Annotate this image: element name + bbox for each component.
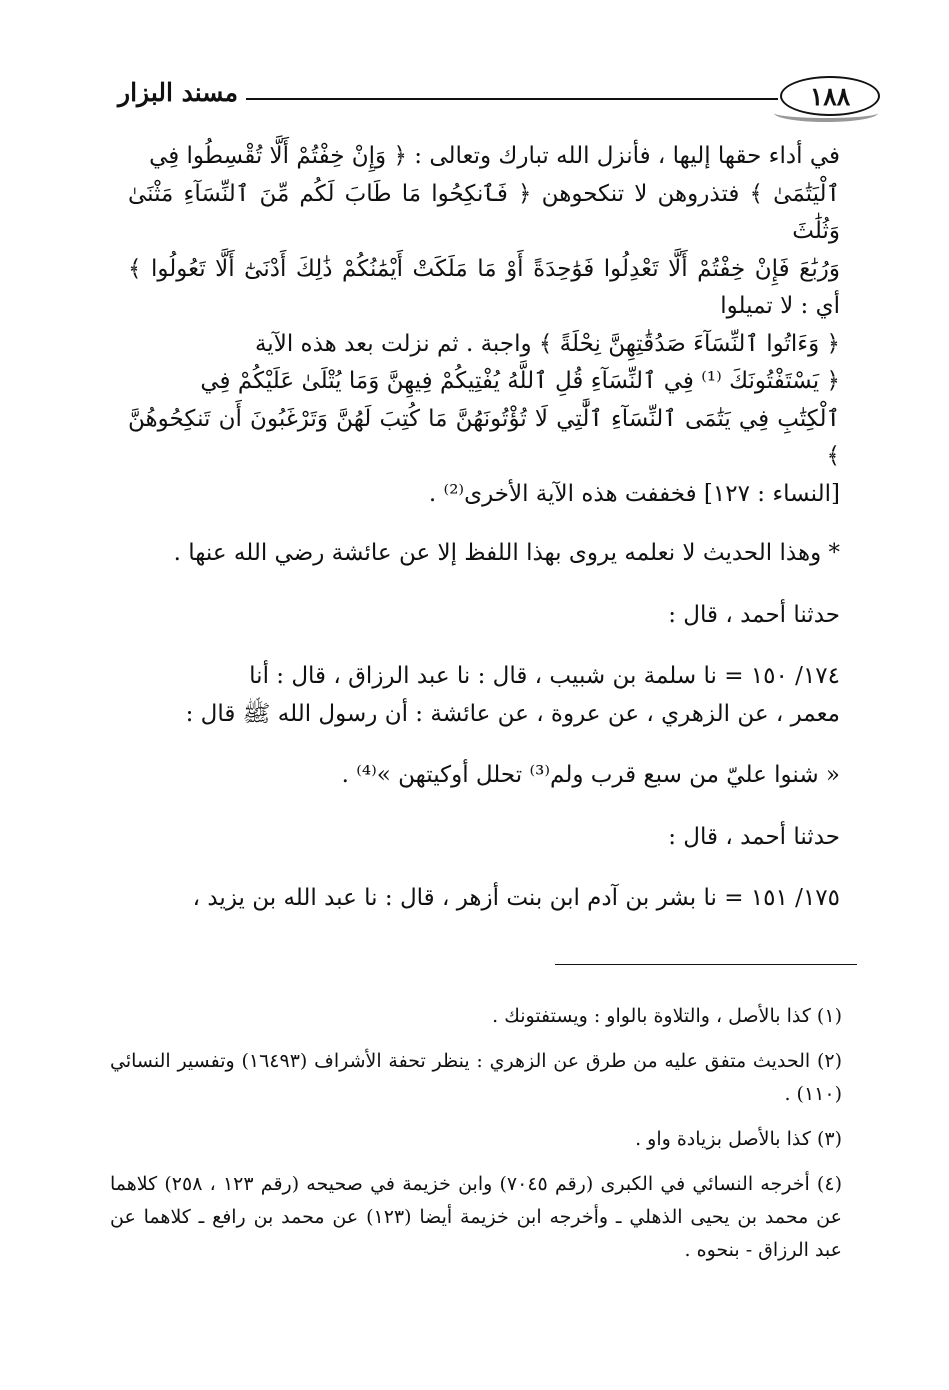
- footnotes: [110, 1000, 842, 1279]
- page-body: [128, 138, 840, 918]
- hadith-174-line: ١٧٤/ ١٥٠ = نا سلمة بن شبيب ، قال : نا عبد الرزاق ، قال : أنا: [249, 663, 840, 689]
- body-line: ٱلْيَتَٰمَىٰ ﴾ فتذروهن لا تنكحوهن ﴿ فَٱنكِحُوا مَا طَابَ لَكُم مِّنَ ٱلنِّسَآءِ مَثْنَىٰ وَثُلَٰثَ: [128, 180, 840, 244]
- hadith-174-line: معمر ، عن الزهري ، عن عروة ، عن عائشة : أن رسول الله ﷺ قال :: [185, 700, 840, 727]
- footnote: (١) كذا بالأصل ، والتلاوة بالواو : ويستفتونك .: [492, 1005, 842, 1027]
- isnad-line: حدثنا أحمد ، قال :: [668, 823, 840, 850]
- isnad-line: حدثنا أحمد ، قال :: [668, 601, 840, 628]
- body-line: [النساء : ١٢٧] فخففت هذه الآية الأخرى⁽²⁾ .: [428, 480, 840, 507]
- body-line: وَرُبَٰعَ فَإِنْ خِفْتُمْ أَلَّا تَعْدِلُوا فَوَٰحِدَةً أَوْ مَا مَلَكَتْ أَيْمَٰنُكُمْ ذَٰلِكَ أَدْنَىٰٓ أَلَّا تَعُولُوا ﴾ أي : لا تميلوا: [128, 255, 840, 319]
- page-number: ١٨٨: [809, 81, 851, 111]
- hadith-174-matn: « شنوا عليّ من سبع قرب ولم⁽³⁾ تحلل أوكيتهن »⁽⁴⁾ .: [341, 762, 840, 788]
- footnote: (٤) أخرجه النسائي في الكبرى (رقم ٧٠٤٥) وابن خزيمة في صحيحه (رقم ١٢٣ ، ٢٥٨) كلاهما عن محمد بن يحيى الذهلي ـ وأخرجه ابن خزيمة أيضا (١٢٣) عن محمد بن رافع ـ كلاهما عن عبد الرزاق - بنحوه .: [110, 1173, 842, 1261]
- body-line: ٱلْكِتَٰبِ فِي يَتَٰمَى ٱلنِّسَآءِ ٱلَّٰتِي لَا تُؤْتُونَهُنَّ مَا كُتِبَ لَهُنَّ وَتَرْغَبُونَ أَن تَنكِحُوهُنَّ ﴾: [128, 405, 840, 469]
- running-title: مسند البزار: [118, 78, 238, 107]
- footnote: (٣) كذا بالأصل بزيادة واو .: [635, 1128, 842, 1150]
- hadith-175-line: ١٧٥/ ١٥١ = نا بشر بن آدم ابن بنت أزهر ، قال : نا عبد الله بن يزيد ،: [192, 885, 840, 911]
- header-rule: [246, 98, 778, 100]
- page-header: [118, 72, 880, 122]
- editor-note: * وهذا الحديث لا نعلمه يروى بهذا اللفظ إلا عن عائشة رضي الله عنها .: [173, 540, 840, 566]
- footnote-separator: [555, 964, 857, 965]
- page-number-badge: [780, 76, 880, 116]
- footnote: (٢) الحديث متفق عليه من طرق عن الزهري : ينظر تحفة الأشراف (١٦٤٩٣) وتفسير النسائي (١١٠) .: [110, 1050, 842, 1105]
- body-line: في أداء حقها إليها ، فأنزل الله تبارك وتعالى : ﴿ وَإِنْ خِفْتُمْ أَلَّا تُقْسِطُوا فِي: [149, 143, 840, 169]
- body-line: ﴿ وَءَاتُوا ٱلنِّسَآءَ صَدُقَٰتِهِنَّ نِحْلَةً ﴾ واجبة . ثم نزلت بعد هذه الآية: [254, 330, 840, 357]
- body-line: ﴿ يَسْتَفْتُونَكَ ⁽¹⁾ فِي ٱلنِّسَآءِ قُلِ ٱللَّهُ يُفْتِيكُمْ فِيهِنَّ وَمَا يُتْلَىٰ عَلَيْكُمْ فِي: [200, 368, 840, 394]
